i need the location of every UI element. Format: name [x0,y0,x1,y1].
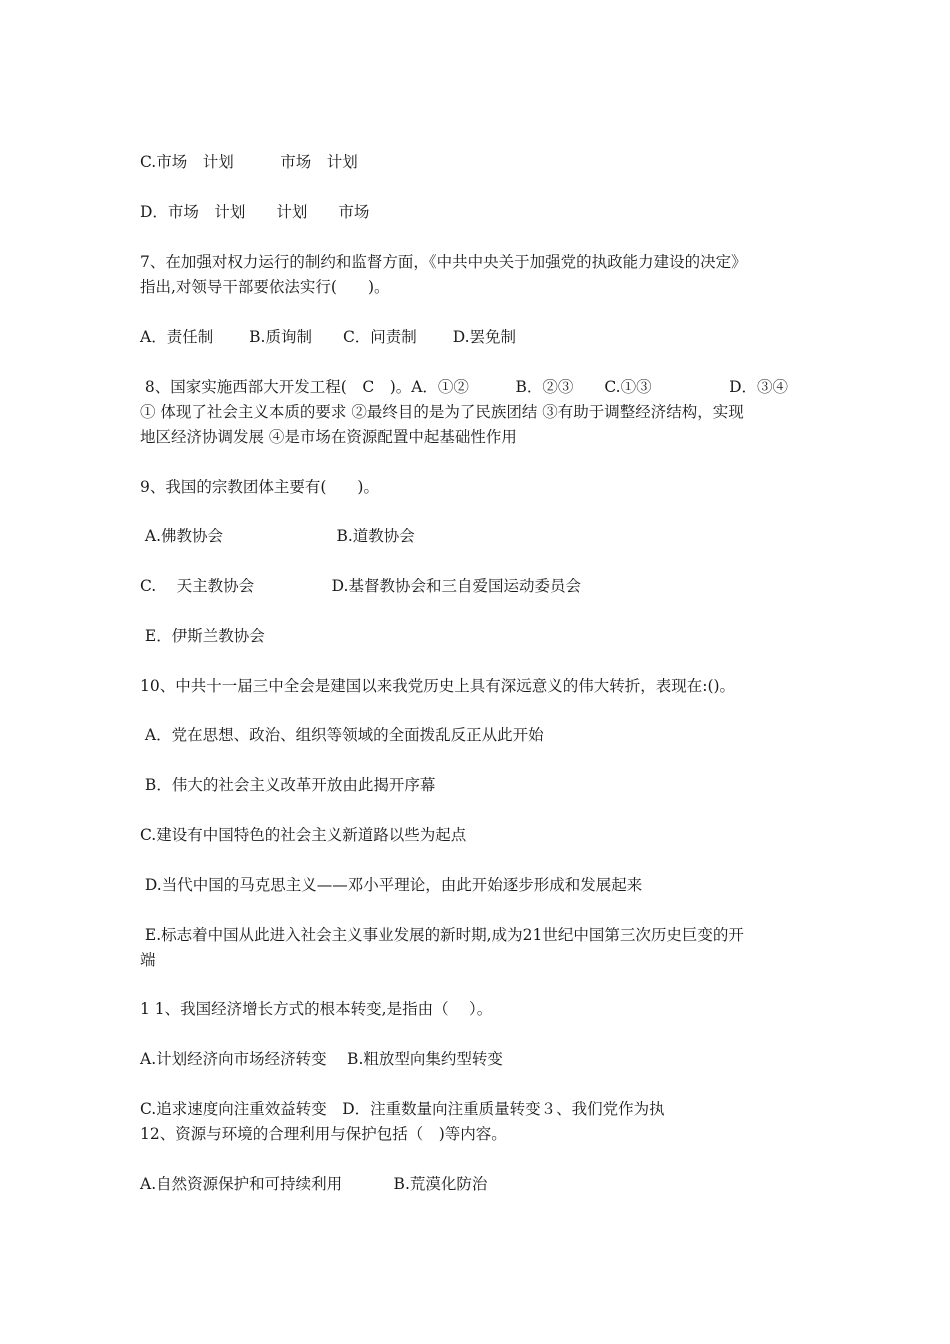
question-12: 12、资源与环境的合理利用与保护包括（ )等内容。 [140,1125,507,1143]
question-11-options-ab: A.计划经济向市场经济转变 B.粗放型向集约型转变 [140,1050,503,1068]
question-11-options-cd: C.追求速度向注重效益转变 D．注重数量向注重质量转变３、我们党作为执 [140,1100,665,1118]
question-10-option-d: D.当代中国的马克思主义——邓小平理论，由此开始逐步形成和发展起来 [140,876,643,894]
question-7-options: A．责任制 B.质询制 C．问责制 D.罢免制 [140,328,517,346]
question-9: 9、我国的宗教团体主要有( )。 [140,478,379,496]
question-10-option-b: B．伟大的社会主义改革开放由此揭开序幕 [140,776,436,794]
question-9-option-e: E．伊斯兰教协会 [140,627,265,645]
question-10-option-e-line-1: E.标志着中国从此进入社会主义事业发展的新时期,成为21世纪中国第三次历史巨变的开 [140,926,744,944]
question-9-options-ab: A.佛教协会 B.道教协会 [140,527,415,545]
question-8-line-1: 8、国家实施西部大开发工程( C )。A．①② B．②③ C.①③ D．③④ [140,378,788,396]
question-10: 10、中共十一届三中全会是建国以来我党历史上具有深远意义的伟大转折，表现在:()。 [140,677,736,695]
option-line-6d: D．市场 计划 计划 市场 [140,203,370,221]
question-10-option-c: C.建设有中国特色的社会主义新道路以些为起点 [140,826,467,844]
question-7-line-2: 指出,对领导干部要依法实行( )。 [140,278,390,296]
question-12-options-ab: A.自然资源保护和可持续利用 B.荒漠化防治 [140,1175,488,1193]
question-10-option-a: A．党在思想、政治、组织等领域的全面拨乱反正从此开始 [140,726,544,744]
question-7-line-1: 7、在加强对权力运行的制约和监督方面，《中共中央关于加强党的执政能力建设的决定》 [140,253,747,271]
question-10-option-e-line-2: 端 [140,951,156,969]
question-8-line-2: ① 体现了社会主义本质的要求 ②最终目的是为了民族团结 ③有助于调整经济结构，实现 [140,403,744,421]
question-9-options-cd: C. 天主教协会 D.基督教协会和三自爱国运动委员会 [140,577,581,595]
question-8-line-3: 地区经济协调发展 ④是市场在资源配置中起基础性作用 [140,428,517,446]
option-line-6c: C.市场 计划 市场 计划 [140,153,358,171]
question-11: 1 1、我国经济增长方式的根本转变,是指由（ ）。 [140,1000,493,1018]
